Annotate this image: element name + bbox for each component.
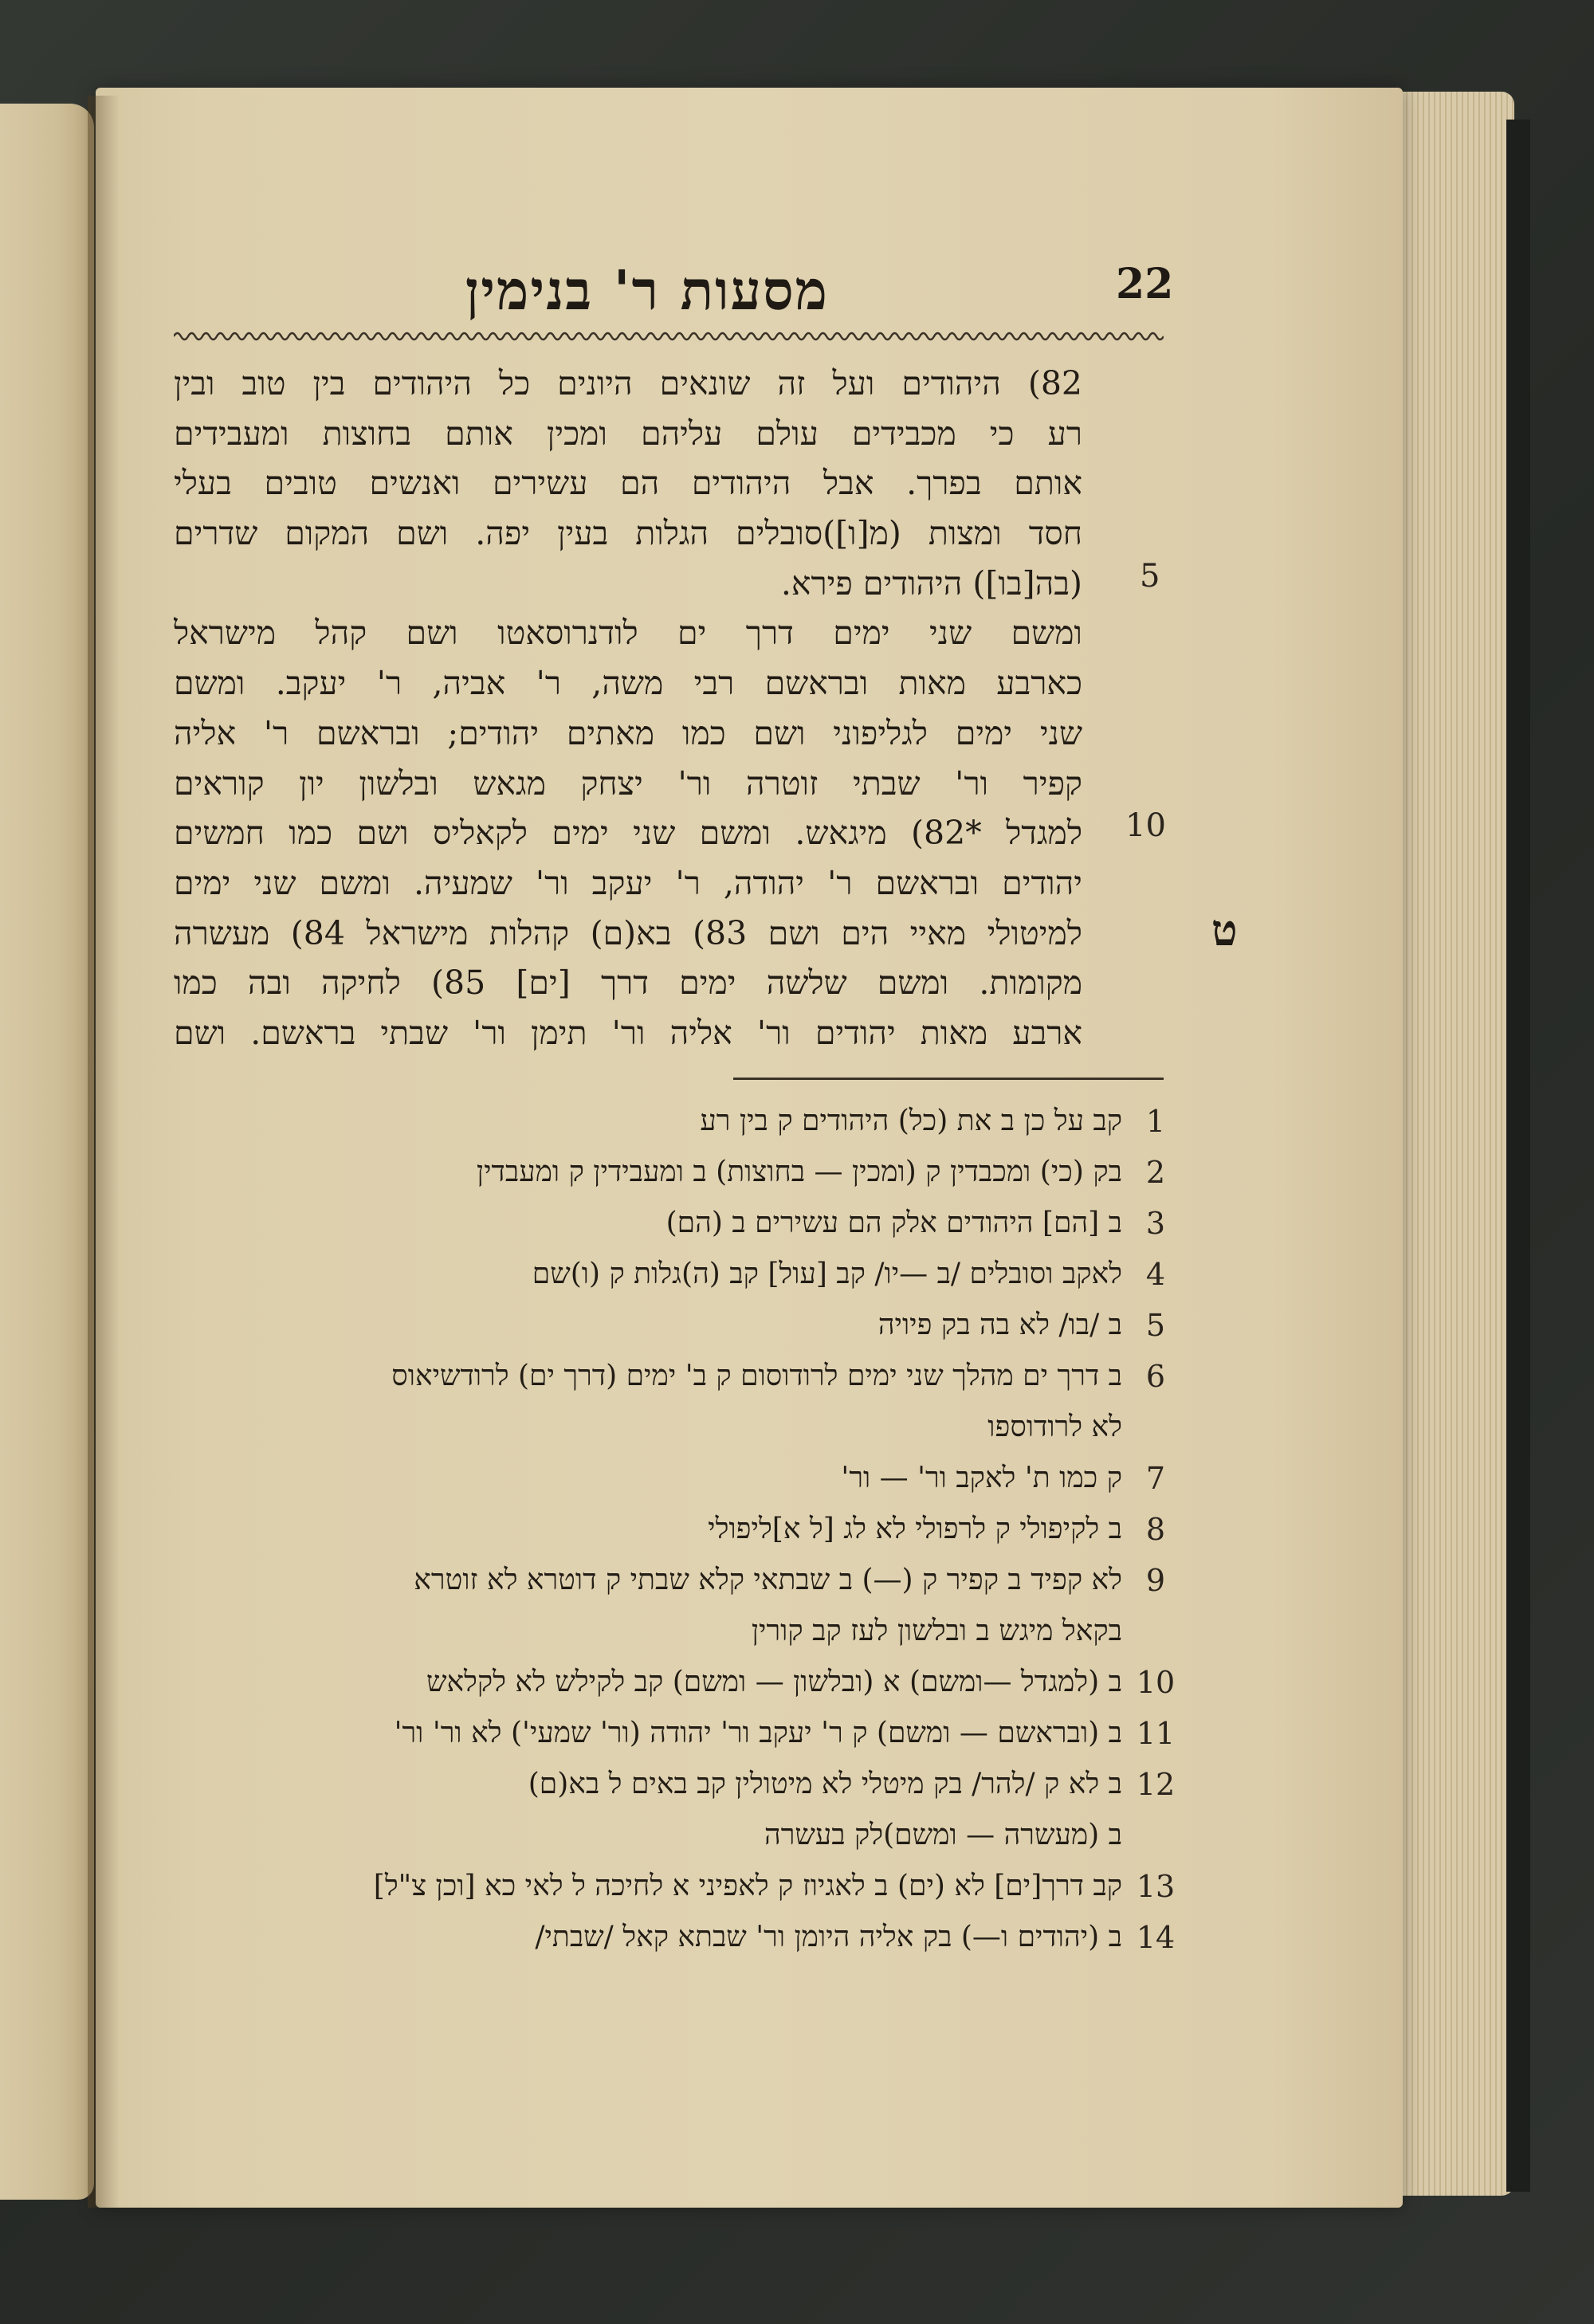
text-line: למגדל *82) מיגאש. ומשם שני ימים לקאליס ושם כמו חמשים xyxy=(174,814,1082,853)
gutter-shadow xyxy=(88,96,120,2208)
apparatus-line-number: 11 xyxy=(1136,1716,1176,1751)
line-number-5: 5 xyxy=(1140,558,1160,595)
apparatus-line: ק כמו ת' לאקב ור' — ור' xyxy=(841,1462,1122,1494)
text-line: שני ימים לגליפוני ושם כמו מאתים יהודים; ובראשם ר' אליה xyxy=(174,713,1082,752)
text-line: כארבע מאות ובראשם רבי משה, ר' אביה, ר' יעקב. ומשם xyxy=(174,664,1082,703)
apparatus-line-number: 10 xyxy=(1136,1665,1176,1700)
critical-apparatus xyxy=(174,1096,1122,1963)
apparatus-line: ב (יהודים ו—) בק אליה היומן ור' שבתא קאל /שבתי/ xyxy=(535,1921,1122,1953)
apparatus-line: ב [הם] היהודים אלק הם עשירים ב (הם) xyxy=(665,1207,1122,1239)
apparatus-line-number: 7 xyxy=(1145,1461,1166,1496)
apparatus-line-number: 3 xyxy=(1145,1206,1166,1241)
text-line: רע כי מכבידים עולם עליהם ומכין אותם בחוצות ומעבידים xyxy=(174,414,1082,453)
wavy-header-rule xyxy=(174,327,1164,346)
text-line: יהודים ובראשם ר' יהודה, ר' יעקב ור' שמעיה. ומשם שני ימים xyxy=(174,863,1082,902)
apparatus-line: קב על כן ב את (כל) היהודים ק בין רע xyxy=(700,1105,1122,1137)
text-line: מקומות. ומשם שלשה ימים דרך [ים] 85) לחיקה ובה כמו xyxy=(174,964,1082,1003)
text-line: (בה[בו]) היהודים פירא. xyxy=(780,563,1082,603)
apparatus-line: ב (מעשרה — ומשם)לק בעשרה xyxy=(764,1819,1122,1851)
apparatus-line-number: 4 xyxy=(1145,1257,1166,1292)
text-line: ומשם שני ימים דרך ים לודנרוסאטו ושם קהל מישראל xyxy=(174,614,1082,653)
text-line: 82) היהודים ועל זה שונאים היונים כל היהודים בין טוב ובין xyxy=(174,364,1082,402)
apparatus-line: קב דרך[ים] לא (ים) ב לאגיוז ק לאפיני א לחיכה ל לאי כא [וכן צ"ל] xyxy=(373,1870,1122,1902)
apparatus-divider xyxy=(733,1078,1164,1080)
signature-mark: ט xyxy=(1211,905,1238,956)
apparatus-line-number: 9 xyxy=(1145,1563,1166,1598)
apparatus-line: בקאל מיגש ב ובלשון לעז קב קורין xyxy=(751,1615,1122,1647)
apparatus-line: בק (כי) ומכבדין ק (ומכין — בחוצות) ב ומעבידין ק ומעבדין xyxy=(476,1156,1122,1188)
apparatus-line: ב דרך ים מהלך שני ימים לרודוסום ק ב' ימים (דרך ים) לרודשיאוס xyxy=(391,1360,1122,1392)
apparatus-line-number: 6 xyxy=(1145,1359,1166,1394)
running-header xyxy=(167,247,1156,335)
apparatus-line: ב לקיפולי ק לרפולי לא לג [ל א]ליפולי xyxy=(708,1513,1122,1545)
apparatus-line-number: 8 xyxy=(1145,1512,1166,1547)
apparatus-line: לא קפיד ב קפיר ק (—) ב שבתאי קלא שבתי ק דוטרא לא זוטרא xyxy=(414,1564,1122,1596)
apparatus-line: לאקב וסובלים /ב —יו/ קב [עול] קב (ה)גלות ק (ו)שם xyxy=(532,1258,1122,1290)
apparatus-line-number: 5 xyxy=(1145,1308,1166,1343)
text-line: קפיר ור' שבתי זוטרה ור' יצחק מגאש ובלשון יון קוראים xyxy=(174,764,1082,803)
apparatus-line: ב (ובראשם — ומשם) ק ר' יעקב ור' יהודה (ור' שמעי') לא ור' ור' xyxy=(394,1717,1122,1749)
apparatus-line-number: 2 xyxy=(1145,1155,1166,1190)
page-number: 22 xyxy=(1116,260,1174,308)
running-title: מסעות ר' בנימין xyxy=(465,259,829,323)
apparatus-line-number: 12 xyxy=(1136,1767,1176,1802)
facing-page-edge xyxy=(0,104,94,2200)
apparatus-line: ב (למגדל —ומשם) א (ובלשון — ומשם) קב לקילש לא לקלאש xyxy=(426,1666,1122,1698)
text-line: אותם בפרך. אבל היהודים הם עשירים ואנשים טובים בעלי xyxy=(174,464,1082,503)
apparatus-line: ב לא ק /להר/ בק מיטלי לא מיטולין קב באים ל בא(ם) xyxy=(528,1768,1122,1800)
apparatus-line-number: 14 xyxy=(1136,1920,1176,1955)
text-line: למיטולי מאיי הים ושם 83) בא(ם) קהלות מישראל 84) מעשרה xyxy=(174,913,1082,952)
apparatus-line-number: 13 xyxy=(1136,1869,1176,1904)
book-cover-edge xyxy=(1506,120,1530,2192)
apparatus-line: ב /בו/ לא בה בק פיויה xyxy=(877,1309,1122,1341)
text-line: חסד ומצות (מ[ו])סובלים הגלות בעין יפה. ושם המקום שדרים xyxy=(174,514,1082,553)
line-number-10: 10 xyxy=(1125,807,1166,844)
text-line: ארבע מאות יהודים ור' אליה ור' תימן ור' שבתי בראשם. ושם xyxy=(174,1013,1082,1052)
apparatus-line: לא לרודוספו xyxy=(987,1411,1122,1443)
main-text-block xyxy=(174,359,1082,1058)
apparatus-line-number: 1 xyxy=(1145,1104,1166,1139)
